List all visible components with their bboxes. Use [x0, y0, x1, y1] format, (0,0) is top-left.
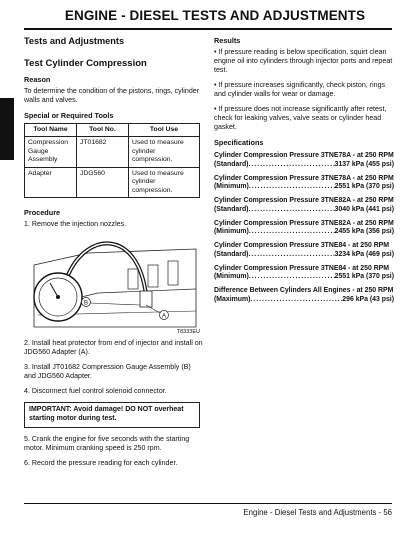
spec-condition: (Standard) — [214, 160, 249, 168]
tool-number-cell: JDG560 — [77, 167, 129, 197]
procedure-label: Procedure — [24, 208, 61, 218]
leader-dots — [249, 273, 335, 282]
result-item: • If pressure does not increase significantly after retest, check for leaking valves, valve seats or cylinder head gasket. — [214, 105, 387, 131]
spec-item — [214, 220, 394, 238]
subsection-title: Test Cylinder Compression — [24, 58, 147, 69]
section-title: Tests and Adjustments — [24, 36, 125, 46]
engine-illustration — [28, 235, 200, 336]
tool-use-cell: Used to measure cylinder compression. — [129, 167, 200, 197]
left-column — [24, 36, 204, 474]
list-item: 6. Record the pressure reading for each cylinder. — [24, 458, 178, 467]
spec-title: Cylinder Compression Pressure 3TNE78A - at 250 RPM — [214, 174, 394, 182]
spec-title: Cylinder Compression Pressure 3TNE84 - at 250 RPM — [214, 264, 390, 272]
callout-a: A — [161, 313, 167, 320]
result-item: • If pressure reading is below specification, squirt clean engine oil into cylinders through injector ports and repeat test. — [214, 48, 393, 74]
tools-col-number: Tool No. — [77, 124, 129, 137]
reason-text: To determine the condition of the pistons, rings, cylinder walls and valves. — [24, 87, 200, 104]
results-label: Results — [214, 36, 241, 45]
leader-dots — [250, 296, 342, 305]
spec-value-row — [214, 273, 394, 282]
procedure-steps-final — [24, 435, 204, 468]
spec-value-row — [214, 206, 394, 215]
spec-value: 296 kPa (43 psi) — [342, 295, 394, 303]
list-item: 2. Install heat protector from end of injector and install on JDG560 Adapter (A). — [24, 339, 203, 357]
spec-condition: (Minimum) — [214, 273, 249, 281]
procedure-steps — [24, 220, 204, 229]
tools-label: Special or Required Tools — [24, 111, 114, 120]
list-item: 5. Crank the engine for five seconds with the starting motor. Minimum cranking speed is 250 rpm. — [24, 434, 190, 452]
page-footer: Engine - Diesel Tests and Adjustments - 56 — [243, 508, 392, 517]
section-side-tab — [0, 98, 14, 160]
spec-title: Cylinder Compression Pressure 3TNE78A - at 250 RPM — [214, 152, 394, 159]
figure-id: T8333EU — [176, 329, 200, 336]
tool-name-cell: Compression Gauge Assembly — [25, 137, 77, 167]
spec-title: Cylinder Compression Pressure 3TNE84 - at 250 RPM — [214, 242, 390, 250]
leader-dots — [248, 206, 334, 215]
tools-table-header-row — [25, 124, 200, 137]
tools-col-use: Tool Use — [129, 124, 200, 137]
spec-value: 2455 kPa (356 psi) — [334, 228, 394, 236]
result-item: • If pressure increases significantly, check piston, rings and cylinder walls for wear or damage. — [214, 81, 386, 98]
spec-value-row — [214, 296, 394, 305]
spec-title: Cylinder Compression Pressure 3TNE82A - at 250 RPM — [214, 197, 394, 205]
spec-condition: (Minimum) — [214, 228, 249, 236]
compression-gauge-figure — [28, 235, 200, 336]
table-row — [25, 137, 200, 167]
procedure-steps-continued — [24, 339, 204, 396]
footer-rule — [24, 503, 392, 504]
spec-item — [214, 287, 394, 305]
spec-item — [214, 197, 394, 215]
spec-value-row — [214, 183, 394, 192]
spec-item — [214, 242, 394, 260]
spec-value-row — [214, 228, 394, 237]
leader-dots — [248, 161, 334, 170]
spec-item — [214, 175, 394, 193]
right-column — [214, 36, 394, 310]
tools-col-name: Tool Name — [25, 124, 77, 137]
page-header-title: ENGINE - DIESEL TESTS AND ADJUSTMENTS — [64, 8, 366, 23]
spec-value: 2551 kPa (370 psi) — [334, 273, 394, 281]
spec-condition: (Standard) — [214, 205, 249, 213]
table-row — [25, 167, 200, 197]
tool-name-cell: Adapter — [25, 167, 77, 197]
list-item: 1. Remove the injection nozzles. — [24, 220, 127, 229]
spec-condition: (Standard) — [214, 250, 249, 258]
warning-box: IMPORTANT: Avoid damage! DO NOT overheat starting motor during test. — [24, 402, 200, 428]
spec-condition: (Maximum) — [214, 295, 251, 303]
list-item: 4. Disconnect fuel control solenoid connector. — [24, 387, 167, 396]
spec-value-row — [214, 161, 394, 170]
spec-title: Cylinder Compression Pressure 3TNE82A - at 250 RPM — [214, 219, 394, 227]
spec-value-row — [214, 251, 394, 260]
leader-dots — [249, 183, 335, 192]
spec-value: 2551 kPa (370 psi) — [334, 183, 394, 191]
spec-value: 3040 kPa (441 psi) — [334, 205, 394, 213]
reason-label: Reason — [24, 75, 51, 84]
spec-condition: (Minimum) — [214, 183, 249, 191]
specifications-label: Specifications — [214, 138, 264, 147]
tools-table — [24, 123, 200, 198]
tool-number-cell: JT01682 — [77, 137, 129, 167]
spec-title: Difference Between Cylinders All Engines - at 250 RPM — [214, 287, 394, 295]
spec-item — [214, 152, 394, 170]
header-rule — [24, 28, 392, 30]
spec-value: 3137 kPa (455 psi) — [334, 160, 394, 168]
leader-dots — [249, 228, 335, 237]
callout-b: B — [83, 300, 89, 307]
tool-use-cell: Used to measure cylinder compression. — [129, 137, 200, 167]
leader-dots — [248, 251, 334, 260]
spec-value: 3234 kPa (469 psi) — [334, 250, 394, 258]
list-item: 3. Install JT01682 Compression Gauge Assembly (B) and JDG560 Adapter. — [24, 363, 191, 381]
spec-item — [214, 265, 394, 283]
